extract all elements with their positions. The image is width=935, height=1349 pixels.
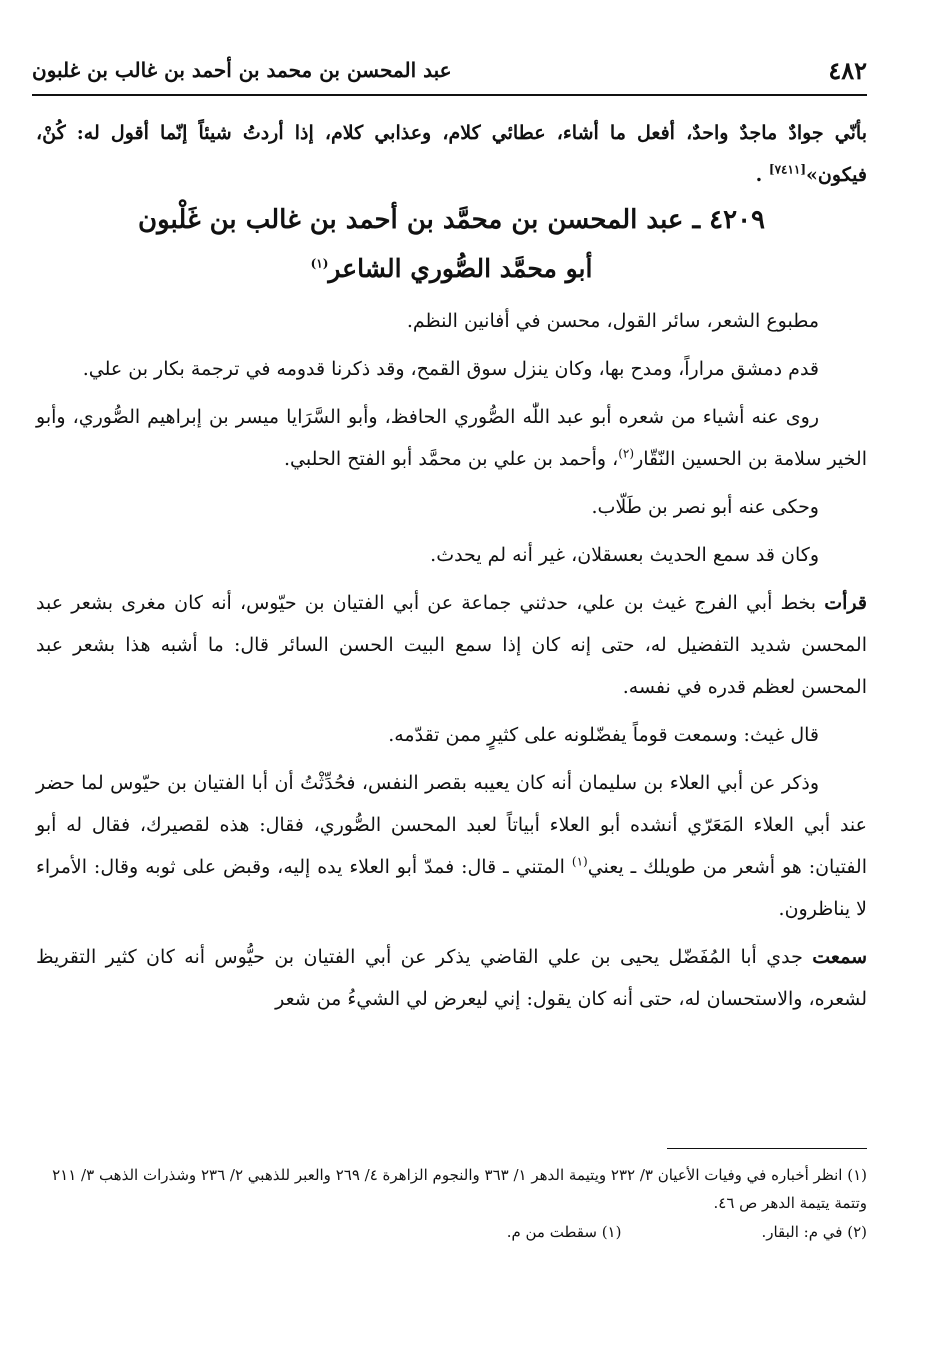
paragraph-text: المتني ـ قال: فمدّ أبو العلاء يده إليه، وقبض على ثوبه وقال: الأمراء لا يناظرون. xyxy=(36,856,867,920)
paragraph-text: وذكر عن أبي العلاء بن سليمان أنه كان يعيبه بقصر النفس، فحُدِّثْتُ أن أبا الفتيان بن حيّوس لما حضر عند أبي العلاء المَعَرّي أنشده أبو العلاء أبياتاً لعبد المحسن الصُّوري، فقال: هذه لقصيرك، فقال له أبو الفتيان: هو أشعر من طويلك ـ يعني xyxy=(36,772,867,878)
footnote-marker: (١) xyxy=(310,256,329,271)
footnote-row xyxy=(36,1217,867,1247)
paragraph xyxy=(36,936,867,1020)
footnote-divider xyxy=(667,1148,867,1149)
paragraph xyxy=(36,582,867,708)
paragraph-text: جدي أبا المُفَضّل يحيى بن علي القاضي يذكر عن أبي الفتيان بن حيُّوس أنه كان كثير التقريظ لشعره، والاستحسان له، حتى أنه كان يقول: إني ليعرض لي الشيءُ من شعر xyxy=(36,946,867,1010)
footnote: (١) سقطت من م. xyxy=(506,1223,622,1241)
paragraph-text: ، وأحمد بن علي بن محمَّد أبو الفتح الحلبي. xyxy=(283,448,619,470)
paragraph: وحكى عنه أبو نصر بن طَلّاب. xyxy=(591,496,819,518)
footnote: (٢) في م: البقار. xyxy=(761,1223,867,1241)
footnotes xyxy=(36,1148,867,1247)
continuation-text: بأنّي جوادٌ ماجدٌ واحدٌ، أفعل ما أشاء، عطائي كلام، وعذابي كلام، إذا أردتُ شيئاً إنّما أقول له: كُنْ، فيكون» xyxy=(36,122,867,186)
paragraph xyxy=(36,762,867,930)
entry-subtitle-text: أبو محمَّد الصُّوري الشاعر xyxy=(328,254,593,283)
paragraph: قدم دمشق مراراً، ومدح بها، وكان ينزل سوق القمح، وقد ذكرنا قدومه في ترجمة بكار بن علي. xyxy=(82,358,819,380)
paragraph xyxy=(36,396,867,480)
paragraph: وكان قد سمع الحديث بعسقلان، غير أنه لم يحدث. xyxy=(430,544,819,566)
footnote: (١) انظر أخباره في وفيات الأعيان ٣/ ٢٣٢ ويتيمة الدهر ١/ ٣٦٣ والنجوم الزاهرة ٤/ ٢٦٩ والعبر للذهبي ٢/ ٢٣٦ وشذرات الذهب ٣/ ٢١١ وتتمة يتيمة الدهر ص ٤٦. xyxy=(52,1166,867,1212)
continuation-paragraph: بأنّي جوادٌ ماجدٌ واحدٌ، أفعل ما أشاء، عطائي كلام، وعذابي كلام، إذا أردتُ شيئاً إنّما أقول له: كُنْ، فيكون»[٧٤١١] . xyxy=(36,122,867,186)
page-body xyxy=(36,112,867,1020)
section-lead-word: قرأت xyxy=(824,592,867,614)
entry-subtitle xyxy=(36,248,867,290)
running-title: عبد المحسن بن محمد بن أحمد بن غالب بن غلبون xyxy=(32,58,452,82)
page-header xyxy=(32,48,867,96)
hadith-reference: [٧٤١١] xyxy=(768,162,807,177)
entry-title: ٤٢٠٩ ـ عبد المحسن بن محمَّد بن أحمد بن غالب بن غَلْبون xyxy=(137,205,766,235)
page-number: ٤٨٢ xyxy=(828,56,867,85)
paragraph-text: بخط أبي الفرج غيث بن علي، حدثني جماعة عن أبي الفتيان بن حيّوس، أنه كان مغرى بشعر عبد المحسن شديد التفضيل له، حتى إنه كان إذا سمع البيت الحسن السائر قال: ما أشبه هذا بشعر عبد المحسن لعظم قدره في نفسه. xyxy=(36,592,867,698)
section-lead-word: سمعت xyxy=(812,946,867,968)
footnote-marker: (٢) xyxy=(618,446,635,461)
paragraph: قال غيث: وسمعت قوماً يفضّلونه على كثيرٍ ممن تقدّمه. xyxy=(388,724,819,746)
paragraph: مطبوع الشعر، سائر القول، محسن في أفانين النظم. xyxy=(406,310,819,332)
paragraph-text: روى عنه أشياء من شعره أبو عبد اللّٰه الصُّوري الحافظ، وأبو السَّرَايا ميسر بن إبراهيم الصُّوري، وأبو الخير سلامة بن الحسين النّقّار xyxy=(36,406,867,470)
footnote-marker: (١) xyxy=(571,854,588,869)
